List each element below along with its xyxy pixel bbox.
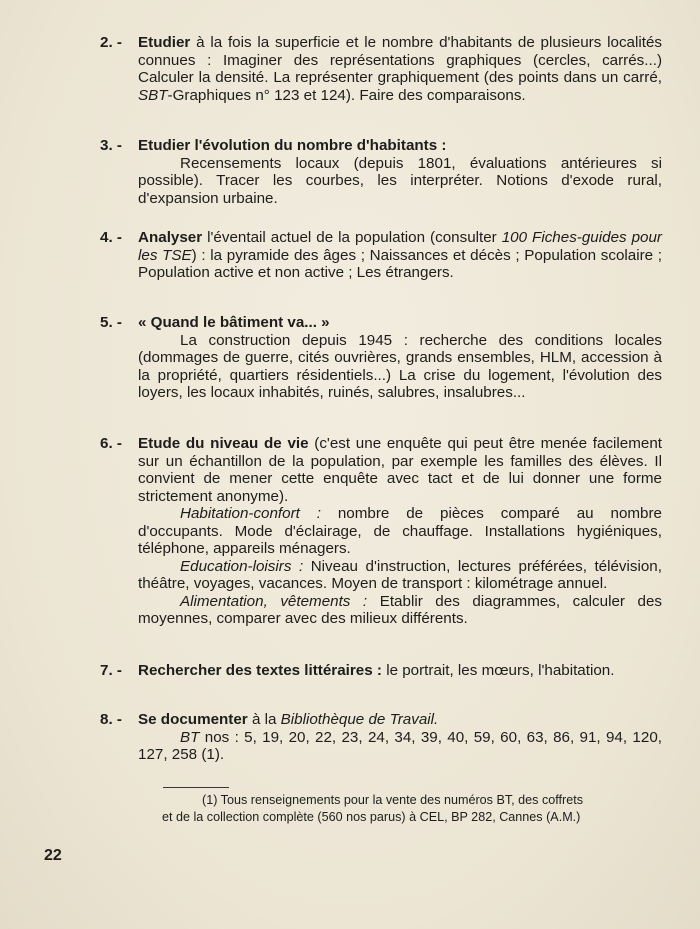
item-number: 7. - bbox=[100, 662, 122, 679]
item-heading: Rechercher des textes littéraires : bbox=[138, 662, 382, 679]
sub-paragraph-habitation bbox=[138, 505, 662, 558]
item-number: 2. - bbox=[100, 34, 122, 51]
item-number: 6. - bbox=[100, 435, 122, 452]
sub-heading: Habitation-confort : bbox=[180, 505, 321, 522]
item-text: à la bbox=[247, 711, 281, 728]
sub-paragraph-alimentation bbox=[138, 593, 662, 628]
list-item-7 bbox=[100, 662, 662, 680]
bt-list: nos : 5, 19, 20, 22, 23, 24, 34, 39, 40, 59, 60, 63, 86, 91, 94, 120, 127, 258 (1). bbox=[138, 728, 662, 763]
sub-paragraph-education bbox=[138, 558, 662, 593]
item-heading: Analyser bbox=[138, 229, 203, 246]
footnote-line-2: et de la collection complète (560 nos parus) à CEL, BP 282, Cannes (A.M.) bbox=[162, 810, 581, 824]
item-heading: « Quand le bâtiment va... » bbox=[138, 314, 330, 331]
item-heading: Etudier bbox=[138, 34, 191, 51]
item-body bbox=[138, 711, 662, 764]
list-item-8 bbox=[100, 711, 662, 764]
footnote-line-1: (1) Tous renseignements pour la vente des numéros BT, des coffrets bbox=[202, 793, 584, 807]
item-text: (c'est une enquête qui peut être menée facilement sur un échantillon de la population, par exemple les familles des élèves. Il convient de mener cette enquête avec tact et de lui donner une forme strictement anonyme). bbox=[138, 435, 662, 505]
item-text-2: -Graphiques n° 123 et 124). Faire des comparaisons. bbox=[167, 86, 526, 104]
page-number: 22 bbox=[44, 847, 62, 864]
item-body bbox=[138, 662, 662, 680]
item-body bbox=[138, 229, 662, 282]
sub-text: Etablir des diagrammes, calculer des moyennes, comparer avec des milieux différents. bbox=[138, 592, 663, 627]
list-item-3 bbox=[100, 137, 662, 207]
list-item-4 bbox=[100, 229, 662, 282]
sub-text: Niveau d'instruction, lectures préférées, télévision, théâtre, voyages, vacances. Moyen de transport : kilométrage annuel. bbox=[138, 557, 662, 592]
list-item-6 bbox=[100, 435, 662, 628]
item-number: 8. - bbox=[100, 711, 122, 728]
sub-heading: Alimentation, vêtements : bbox=[180, 592, 368, 610]
item-italic: SBT bbox=[138, 86, 168, 104]
item-body bbox=[138, 137, 662, 207]
list-item-5 bbox=[100, 314, 662, 402]
item-number: 5. - bbox=[100, 314, 122, 331]
item-paragraph: La construction depuis 1945 : recherche des conditions locales (dommages de guerre, cités ouvrières, grands ensembles, HLM, accession à la propriété, quartiers résidentiels...) La crise du logement, l'évolution des loyers, les locaux inhabités, ruinés, salubres, insalubres... bbox=[138, 331, 662, 401]
item-paragraph: Recensements locaux (depuis 1801, évaluations antérieures si possible). Tracer les courbes, les interpréter. Notions d'exode rural, d'expansion urbaine. bbox=[138, 154, 662, 207]
item-heading: Se documenter bbox=[138, 711, 248, 728]
item-text: à la fois la superficie et le nombre d'habitants de plusieurs localités connues : Imaginer des représentations graphiques (cercles, carrés...) Calculer la densité. La représenter graphiquement (des points dans un carré, bbox=[138, 34, 662, 86]
item-heading: Etudier l'évolution du nombre d'habitants : bbox=[138, 137, 447, 154]
item-heading: Etude du niveau de vie bbox=[138, 435, 309, 452]
item-text: le portrait, les mœurs, l'habitation. bbox=[381, 662, 615, 679]
bt-numbers bbox=[138, 729, 662, 764]
item-number: 4. - bbox=[100, 229, 122, 246]
footnote-rule bbox=[163, 787, 229, 788]
bt-label: BT bbox=[180, 728, 200, 746]
item-text: l'éventail actuel de la population (consulter bbox=[202, 229, 502, 246]
item-body bbox=[138, 34, 662, 104]
footnote bbox=[162, 792, 662, 826]
sub-text: nombre de pièces comparé au nombre d'occupants. Mode d'éclairage, de chauffage. Installations hygiéniques, téléphone, appareils ménagers. bbox=[138, 505, 662, 557]
item-italic: 100 Fiches-guides pour les TSE bbox=[138, 229, 662, 264]
list-item-2 bbox=[100, 34, 662, 104]
item-number: 3. - bbox=[100, 137, 122, 154]
item-body bbox=[138, 314, 662, 402]
sub-heading: Education-loisirs : bbox=[180, 557, 304, 575]
item-text-2: ) : la pyramide des âges ; Naissances et décès ; Population scolaire ; Population active et non active ; Les étrangers. bbox=[138, 246, 662, 281]
item-body bbox=[138, 435, 662, 628]
item-italic: Bibliothèque de Travail. bbox=[280, 711, 439, 728]
